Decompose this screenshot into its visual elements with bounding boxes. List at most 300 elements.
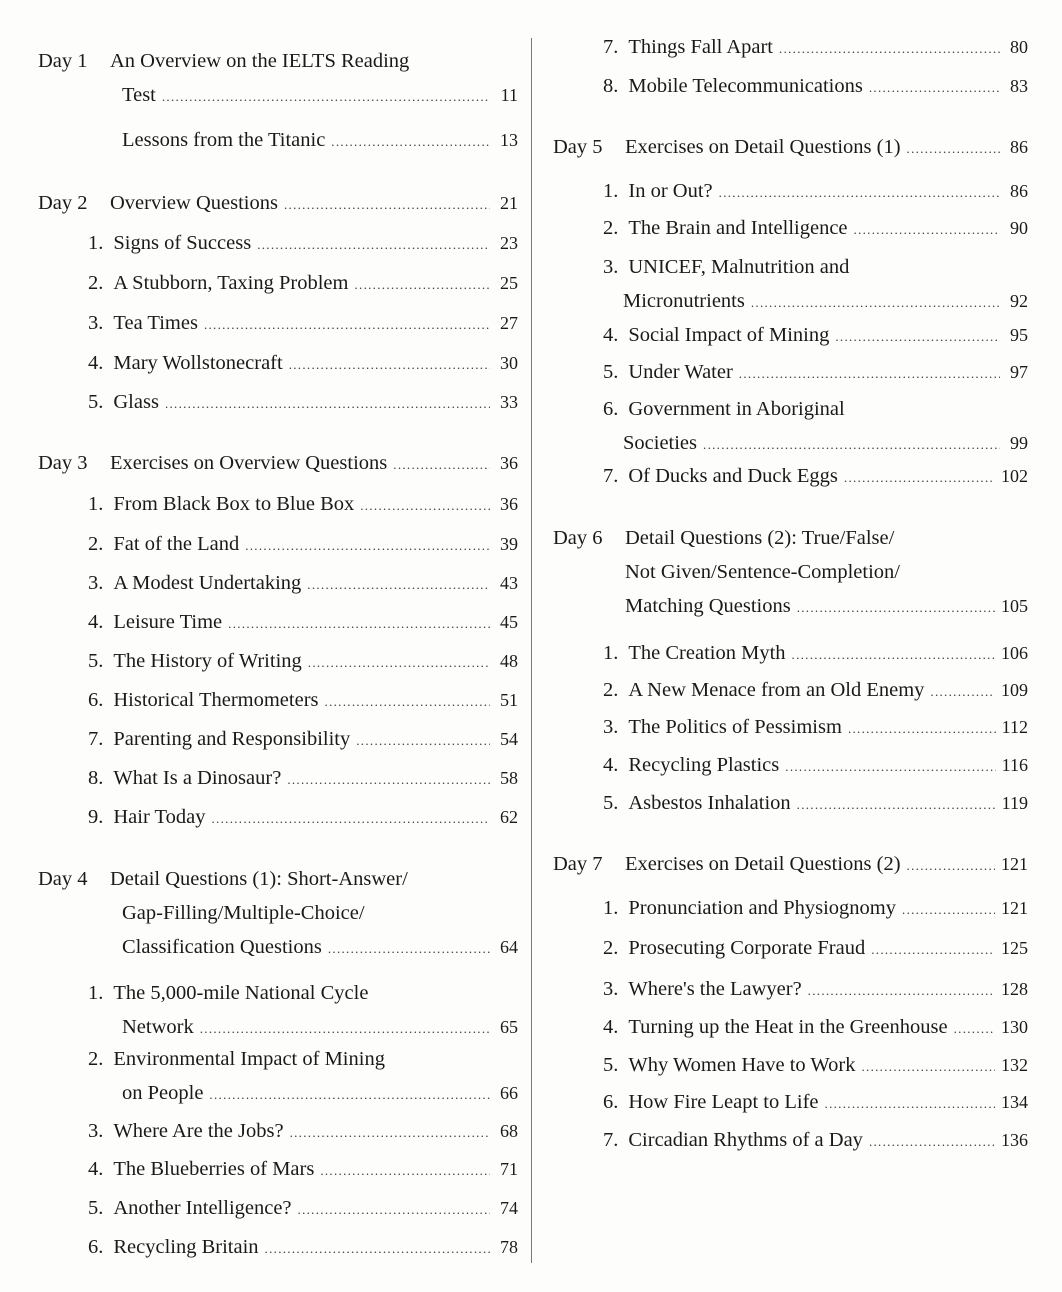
toc-line <box>553 640 1028 668</box>
entry-number: 2. <box>603 679 619 701</box>
day-title: Exercises on Overview Questions <box>110 452 388 474</box>
page-number: 13 <box>500 130 518 150</box>
leader-dots <box>779 36 1000 62</box>
toc-entry[interactable] <box>38 1195 518 1223</box>
toc-line <box>38 350 518 378</box>
leader-dots <box>844 465 995 491</box>
page-number: 62 <box>500 807 518 827</box>
leader-dots <box>331 129 490 155</box>
toc-line <box>38 491 518 519</box>
toc-line <box>38 804 518 832</box>
page-number: 130 <box>1001 1017 1028 1037</box>
toc-line <box>553 851 1028 879</box>
page-number: 102 <box>1001 466 1028 486</box>
toc-entry[interactable] <box>38 765 518 793</box>
entry-title: Another Intelligence? <box>113 1197 292 1219</box>
leader-dots <box>902 897 995 923</box>
entry-title: From Black Box to Blue Box <box>113 493 355 515</box>
toc-line <box>553 790 1028 818</box>
toc-entry[interactable] <box>553 752 1028 780</box>
entry-title: Tea Times <box>113 312 198 334</box>
leader-dots <box>797 792 996 818</box>
page-number: 58 <box>500 768 518 788</box>
entry-number: 3. <box>603 256 619 278</box>
entry-title: A Modest Undertaking <box>113 572 302 594</box>
leader-dots <box>792 642 995 668</box>
leader-dots <box>785 754 995 780</box>
page-number: 109 <box>1001 680 1028 700</box>
page-number: 132 <box>1001 1055 1028 1075</box>
entry-number: 8. <box>88 767 104 789</box>
entry-title: Circadian Rhythms of a Day <box>628 1129 863 1151</box>
entry-title: What Is a Dinosaur? <box>113 767 282 789</box>
entry-title: Asbestos Inhalation <box>628 792 791 814</box>
toc-entry[interactable] <box>38 389 518 417</box>
toc-entry[interactable] <box>553 1089 1028 1117</box>
page-number: 74 <box>500 1198 518 1218</box>
leader-dots <box>284 192 490 218</box>
day-title: Test <box>122 84 156 106</box>
leader-dots <box>165 391 490 417</box>
toc-line <box>553 714 1028 742</box>
entry-title: The Brain and Intelligence <box>628 217 848 239</box>
toc-entry[interactable] <box>38 687 518 715</box>
column-divider <box>531 38 532 1263</box>
toc-entry[interactable] <box>38 1234 518 1262</box>
page-number: 39 <box>500 534 518 554</box>
toc-entry[interactable] <box>38 726 518 754</box>
day-title: Exercises on Detail Questions (2) <box>625 853 901 875</box>
leader-dots <box>265 1236 490 1262</box>
entry-number: 5. <box>88 391 104 413</box>
page-number: 43 <box>500 573 518 593</box>
toc-line <box>553 559 1028 585</box>
toc-day-heading[interactable] <box>38 190 518 218</box>
leader-dots <box>257 232 490 258</box>
toc-entry[interactable] <box>38 1156 518 1184</box>
toc-entry[interactable] <box>553 1127 1028 1155</box>
entry-title: The Politics of Pessimism <box>628 716 842 738</box>
page-number: 116 <box>1001 755 1028 775</box>
toc-line <box>553 752 1028 780</box>
page-number: 25 <box>500 273 518 293</box>
entry-title: Environmental Impact of Mining <box>113 1048 385 1070</box>
leader-dots <box>320 1158 490 1184</box>
toc-entry[interactable] <box>553 976 1028 1004</box>
entry-title: The History of Writing <box>113 650 302 672</box>
toc-entry[interactable] <box>553 714 1028 742</box>
leader-dots <box>204 312 490 338</box>
leader-dots <box>861 1054 995 1080</box>
toc-entry[interactable] <box>553 1014 1028 1042</box>
entry-number: 4. <box>603 754 619 776</box>
leader-dots <box>930 679 995 705</box>
page-number: 11 <box>500 85 518 105</box>
leader-dots <box>289 352 490 378</box>
leader-dots <box>869 75 1000 101</box>
leader-dots <box>719 180 1000 206</box>
toc-line <box>38 765 518 793</box>
toc-entry[interactable] <box>553 254 1028 316</box>
entry-title: Government in Aboriginal <box>628 398 845 420</box>
page-number: 121 <box>1001 854 1028 874</box>
entry-number: 6. <box>603 1091 619 1113</box>
toc-line <box>38 934 518 962</box>
toc-line <box>38 531 518 559</box>
entry-title: Things Fall Apart <box>628 36 774 58</box>
toc-entry[interactable] <box>553 895 1028 923</box>
leader-dots <box>209 1082 490 1108</box>
entry-number: 3. <box>88 572 104 594</box>
toc-line <box>38 1046 518 1072</box>
toc-entry[interactable] <box>38 980 518 1042</box>
day-label: Day 6 <box>553 527 603 549</box>
day-title: Detail Questions (2): True/False/ <box>625 527 895 549</box>
leader-dots <box>907 853 995 879</box>
entry-title: Mobile Telecommunications <box>628 75 863 97</box>
leader-dots <box>751 290 1000 316</box>
toc-line <box>553 178 1028 206</box>
page-number: 121 <box>1001 898 1028 918</box>
toc-line <box>38 900 518 926</box>
entry-title: Prosecuting Corporate Fraud <box>628 937 866 959</box>
page-number: 97 <box>1010 362 1028 382</box>
toc-line <box>553 976 1028 1004</box>
toc-line <box>553 1052 1028 1080</box>
entry-title: The Blueberries of Mars <box>113 1158 315 1180</box>
leader-dots <box>825 1091 995 1117</box>
page-number: 51 <box>500 690 518 710</box>
entry-number: 4. <box>603 1016 619 1038</box>
toc-line <box>553 322 1028 350</box>
entry-title: Lessons from the Titanic <box>122 129 326 151</box>
leader-dots <box>200 1016 490 1042</box>
toc-line <box>38 1195 518 1223</box>
toc-entry[interactable] <box>553 935 1028 963</box>
toc-line <box>38 648 518 676</box>
entry-number: 4. <box>88 1158 104 1180</box>
entry-number: 5. <box>88 650 104 672</box>
entry-number: 6. <box>88 1236 104 1258</box>
toc-line <box>553 215 1028 243</box>
toc-line <box>38 1156 518 1184</box>
toc-line <box>553 895 1028 923</box>
toc-line <box>553 34 1028 62</box>
toc-line <box>553 73 1028 101</box>
entry-number: 3. <box>603 978 619 1000</box>
entry-title: Why Women Have to Work <box>628 1054 856 1076</box>
entry-title: The 5,000-mile National Cycle <box>113 982 369 1004</box>
toc-entry[interactable] <box>553 463 1028 491</box>
page-number: 36 <box>500 494 518 514</box>
entry-title: Micronutrients <box>623 290 745 312</box>
page-number: 92 <box>1010 291 1028 311</box>
page-number: 27 <box>500 313 518 333</box>
entry-title: Social Impact of Mining <box>628 324 830 346</box>
entry-number: 3. <box>603 716 619 738</box>
toc-line <box>553 359 1028 387</box>
toc-entry[interactable] <box>38 350 518 378</box>
toc-line <box>553 677 1028 705</box>
page-number: 119 <box>1001 793 1028 813</box>
day-label: Day 3 <box>38 452 88 474</box>
toc-line <box>553 1014 1028 1042</box>
toc-entry[interactable] <box>553 34 1028 62</box>
entry-number: 5. <box>88 1197 104 1219</box>
day-title: An Overview on the IELTS Reading <box>110 50 410 72</box>
toc-entry[interactable] <box>553 73 1028 101</box>
entry-title: UNICEF, Malnutrition and <box>628 256 850 278</box>
toc-entry[interactable] <box>38 804 518 832</box>
toc-line <box>38 866 518 892</box>
page-number: 99 <box>1010 433 1028 453</box>
toc-entry[interactable] <box>38 648 518 676</box>
toc-line <box>553 396 1028 422</box>
page-number: 54 <box>500 729 518 749</box>
toc-line <box>553 525 1028 551</box>
page-number: 66 <box>500 1083 518 1103</box>
toc-line <box>553 134 1028 162</box>
toc-day-heading[interactable] <box>553 851 1028 879</box>
page-number: 112 <box>1001 717 1028 737</box>
entry-number: 4. <box>88 352 104 374</box>
page-number: 64 <box>500 937 518 957</box>
leader-dots <box>308 650 490 676</box>
toc-line <box>553 254 1028 280</box>
leader-dots <box>328 936 490 962</box>
entry-number: 1. <box>603 642 619 664</box>
entry-number: 7. <box>603 36 619 58</box>
leader-dots <box>325 689 490 715</box>
toc-line <box>38 127 518 155</box>
entry-title: Of Ducks and Duck Eggs <box>628 465 838 487</box>
page-number: 36 <box>500 453 518 473</box>
entry-number: 2. <box>88 1048 104 1070</box>
leader-dots <box>212 806 491 832</box>
page-number: 78 <box>500 1237 518 1257</box>
toc-entry[interactable] <box>553 178 1028 206</box>
leader-dots <box>869 1129 995 1155</box>
entry-title: Pronunciation and Physiognomy <box>628 897 897 919</box>
toc-entry[interactable] <box>553 359 1028 387</box>
toc-line <box>38 687 518 715</box>
toc-day-heading[interactable] <box>553 134 1028 162</box>
entry-title: Societies <box>623 432 698 454</box>
entry-title: A New Menace from an Old Enemy <box>628 679 925 701</box>
entry-number: 1. <box>88 232 104 254</box>
page-number: 134 <box>1001 1092 1028 1112</box>
day-label: Day 2 <box>38 192 88 214</box>
leader-dots <box>287 767 490 793</box>
page-number: 68 <box>500 1121 518 1141</box>
day-title: Overview Questions <box>110 192 278 214</box>
entry-number: 2. <box>603 937 619 959</box>
entry-title: Recycling Plastics <box>628 754 780 776</box>
entry-number: 1. <box>603 180 619 202</box>
toc-entry[interactable] <box>38 570 518 598</box>
entry-number: 1. <box>603 897 619 919</box>
toc-line <box>38 450 518 478</box>
toc-line <box>38 230 518 258</box>
entry-number: 2. <box>88 533 104 555</box>
leader-dots <box>907 136 1000 162</box>
entry-number: 5. <box>603 792 619 814</box>
page-number: 86 <box>1010 181 1028 201</box>
day-title: Detail Questions (1): Short-Answer/ <box>110 868 408 890</box>
toc-line <box>38 82 518 110</box>
page-number: 106 <box>1001 643 1028 663</box>
entry-number: 8. <box>603 75 619 97</box>
toc-line <box>38 270 518 298</box>
entry-number: 5. <box>603 361 619 383</box>
toc-line <box>38 1014 518 1042</box>
entry-title: Under Water <box>628 361 733 383</box>
toc-line <box>38 726 518 754</box>
toc-line <box>38 389 518 417</box>
leader-dots <box>835 324 1000 350</box>
entry-number: 2. <box>88 272 104 294</box>
entry-title: Where's the Lawyer? <box>628 978 802 1000</box>
day-label: Day 4 <box>38 868 88 890</box>
day-title: Not Given/Sentence-Completion/ <box>625 561 900 583</box>
day-label: Day 1 <box>38 50 88 72</box>
toc-entry[interactable] <box>553 640 1028 668</box>
toc-line <box>38 980 518 1006</box>
toc-entry[interactable] <box>553 215 1028 243</box>
page-number: 90 <box>1010 218 1028 238</box>
toc-line <box>38 570 518 598</box>
page-number: 48 <box>500 651 518 671</box>
page-number: 128 <box>1001 979 1028 999</box>
entry-title: Hair Today <box>113 806 206 828</box>
toc-line <box>553 430 1028 458</box>
entry-number: 2. <box>603 217 619 239</box>
page-number: 105 <box>1001 596 1028 616</box>
entry-number: 4. <box>88 611 104 633</box>
page-number: 45 <box>500 612 518 632</box>
entry-title: A Stubborn, Taxing Problem <box>113 272 349 294</box>
day-title: Matching Questions <box>625 595 791 617</box>
entry-title: on People <box>122 1082 204 1104</box>
toc-day-heading[interactable] <box>38 48 518 110</box>
entry-number: 6. <box>603 398 619 420</box>
toc-entry[interactable] <box>38 310 518 338</box>
entry-number: 3. <box>88 1120 104 1142</box>
leader-dots <box>703 432 1000 458</box>
day-label: Day 7 <box>553 853 603 875</box>
toc-entry[interactable] <box>38 270 518 298</box>
entry-number: 6. <box>88 689 104 711</box>
toc-entry[interactable] <box>553 677 1028 705</box>
entry-title: Leisure Time <box>113 611 223 633</box>
toc-line <box>553 1089 1028 1117</box>
leader-dots <box>356 728 490 754</box>
page-number: 83 <box>1010 76 1028 96</box>
entry-number: 9. <box>88 806 104 828</box>
page-number: 30 <box>500 353 518 373</box>
entry-number: 5. <box>603 1054 619 1076</box>
toc-entry[interactable] <box>38 1046 518 1108</box>
page-number: 86 <box>1010 137 1028 157</box>
entry-title: How Fire Leapt to Life <box>628 1091 819 1113</box>
toc-line <box>553 288 1028 316</box>
leader-dots <box>360 493 490 519</box>
entry-title: In or Out? <box>628 180 713 202</box>
toc-entry[interactable] <box>38 1118 518 1146</box>
toc-line <box>38 310 518 338</box>
toc-entry[interactable] <box>38 609 518 637</box>
entry-number: 4. <box>603 324 619 346</box>
page-number: 125 <box>1001 938 1028 958</box>
entry-title: Historical Thermometers <box>113 689 319 711</box>
toc-entry[interactable] <box>38 230 518 258</box>
leader-dots <box>848 716 996 742</box>
page-number: 71 <box>500 1159 518 1179</box>
leader-dots <box>393 452 490 478</box>
page-number: 23 <box>500 233 518 253</box>
entry-title: Where Are the Jobs? <box>113 1120 284 1142</box>
leader-dots <box>298 1197 490 1223</box>
toc-entry[interactable] <box>553 790 1028 818</box>
toc-line <box>553 463 1028 491</box>
entry-title: Signs of Success <box>113 232 252 254</box>
leader-dots <box>290 1120 490 1146</box>
entry-title: Turning up the Heat in the Greenhouse <box>628 1016 948 1038</box>
toc-entry[interactable] <box>553 1052 1028 1080</box>
entry-number: 1. <box>88 493 104 515</box>
leader-dots <box>162 84 490 110</box>
entry-number: 7. <box>88 728 104 750</box>
page-number: 136 <box>1001 1130 1028 1150</box>
toc-day-heading[interactable] <box>38 866 518 962</box>
toc-entry[interactable] <box>553 322 1028 350</box>
toc-entry[interactable] <box>553 396 1028 458</box>
leader-dots <box>739 361 1000 387</box>
leader-dots <box>307 572 490 598</box>
day-title: Gap-Filling/Multiple-Choice/ <box>122 902 365 924</box>
toc-entry[interactable] <box>38 491 518 519</box>
entry-number: 1. <box>88 982 104 1004</box>
toc-line <box>553 1127 1028 1155</box>
entry-title: Glass <box>113 391 159 413</box>
entry-number: 7. <box>603 1129 619 1151</box>
leader-dots <box>808 978 995 1004</box>
toc-day-heading[interactable] <box>38 450 518 478</box>
leader-dots <box>354 272 490 298</box>
entry-title: Recycling Britain <box>113 1236 259 1258</box>
toc-entry[interactable] <box>38 127 518 155</box>
entry-title: Fat of the Land <box>113 533 240 555</box>
entry-number: 7. <box>603 465 619 487</box>
day-label: Day 5 <box>553 136 603 158</box>
entry-title: Network <box>122 1016 194 1038</box>
toc-day-heading[interactable] <box>553 525 1028 621</box>
entry-title: Parenting and Responsibility <box>113 728 351 750</box>
page-number: 95 <box>1010 325 1028 345</box>
leader-dots <box>797 595 995 621</box>
entry-title: The Creation Myth <box>628 642 786 664</box>
leader-dots <box>245 533 490 559</box>
page-number: 65 <box>500 1017 518 1037</box>
toc-line <box>38 1080 518 1108</box>
leader-dots <box>954 1016 995 1042</box>
leader-dots <box>228 611 490 637</box>
toc-line <box>38 1118 518 1146</box>
toc-line <box>38 48 518 74</box>
leader-dots <box>871 937 995 963</box>
toc-entry[interactable] <box>38 531 518 559</box>
toc-line <box>38 1234 518 1262</box>
